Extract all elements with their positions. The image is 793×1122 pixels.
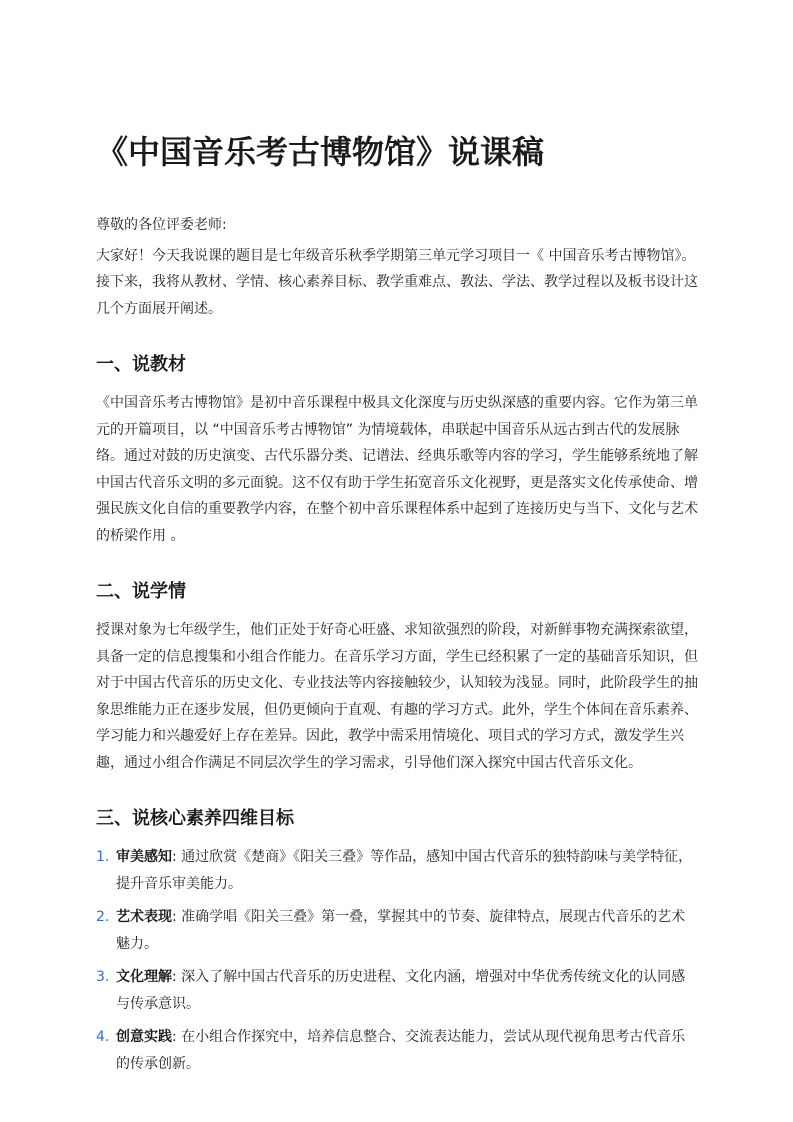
section-heading-students: 二、说学情 (96, 581, 186, 602)
goal-description: 在小组合作探究中，培养信息整合、交流表达能力，尝试从现代视角思考古代音乐的传承创新。 (116, 1029, 686, 1072)
document-title: 《中国音乐考古博物馆》说课稿 (96, 133, 545, 171)
greeting-paragraph: 尊敬的各位评委老师: (96, 217, 227, 233)
list-item (96, 844, 699, 897)
goal-description: 通过欣赏《楚商》《阳关三叠》等作品，感知中国古代音乐的独特韵味与美学特征，提升音乐审美能力。 (116, 849, 693, 892)
goal-term: 审美感知 (116, 849, 172, 865)
goal-separator: : (172, 969, 182, 985)
goal-term: 创意实践 (116, 1029, 172, 1045)
section-heading-goals: 三、说核心素养四维目标 (96, 808, 294, 829)
intro-paragraph: 大家好！今天我说课的题目是七年级音乐秋季学期第三单元学习项目一《 中国音乐考古博物馆》。接下来，我将从教材、学情、核心素养目标、教学重难点、教法、学法、教学过程以及板书设计这几个方面展开阐述。 (96, 247, 698, 317)
section-heading-textbook: 一、说教材 (96, 354, 186, 375)
goal-description: 准确学唱《阳关三叠》第一叠，掌握其中的节奏、旋律特点，展现古代音乐的艺术魅力。 (116, 909, 686, 952)
section-text-textbook: 《中国音乐考古博物馆》是初中音乐课程中极具文化深度与历史纵深感的重要内容。它作为第三单元的开篇项目，以 “中国音乐考古博物馆” 为情境载体，串联起中国音乐从远古到古代的发展脉络。通过对鼓的历史演变、古代乐器分类、记谱法、经典乐歌等内容的学习，学生能够系统地了解中国古代音乐文明的多元面貌。这不仅有助于学生拓宽音乐文化视野，更是落实文化传承使命、增强民族文化自信的重要教学内容，在整个初中音乐课程体系中起到了连接历史与当下、文化与艺术的桥梁作用 。 (96, 395, 698, 544)
list-item (96, 904, 699, 957)
document-body (96, 212, 699, 1084)
list-number: 3. (96, 969, 110, 985)
list-item (96, 1024, 699, 1077)
goal-separator: : (172, 909, 182, 925)
list-number: 2. (96, 909, 110, 925)
goal-term: 艺术表现 (116, 909, 172, 925)
goal-term: 文化理解 (116, 969, 172, 985)
list-number: 4. (96, 1029, 110, 1045)
goal-separator: : (172, 1029, 182, 1045)
goal-separator: : (172, 849, 182, 865)
goals-list (96, 844, 699, 1077)
goal-description: 深入了解中国古代音乐的历史进程、文化内涵，增强对中华优秀传统文化的认同感与传承意识。 (116, 969, 686, 1012)
list-number: 1. (96, 849, 110, 865)
section-text-students: 授课对象为七年级学生，他们正处于好奇心旺盛、求知欲强烈的阶段，对新鲜事物充满探索欲望，具备一定的信息搜集和小组合作能力。在音乐学习方面，学生已经积累了一定的基础音乐知识，但对于中国古代音乐的历史文化、专业技法等内容接触较少，认知较为浅显。同时，此阶段学生的抽象思维能力正在逐步发展，但仍更倾向于直观、有趣的学习方式。此外，学生个体间在音乐素养、学习能力和兴趣爱好上存在差异。因此，教学中需采用情境化、项目式的学习方式，激发学生兴趣，通过小组合作满足不同层次学生的学习需求，引导他们深入探究中国古代音乐文化。 (96, 622, 698, 771)
list-item (96, 964, 699, 1017)
